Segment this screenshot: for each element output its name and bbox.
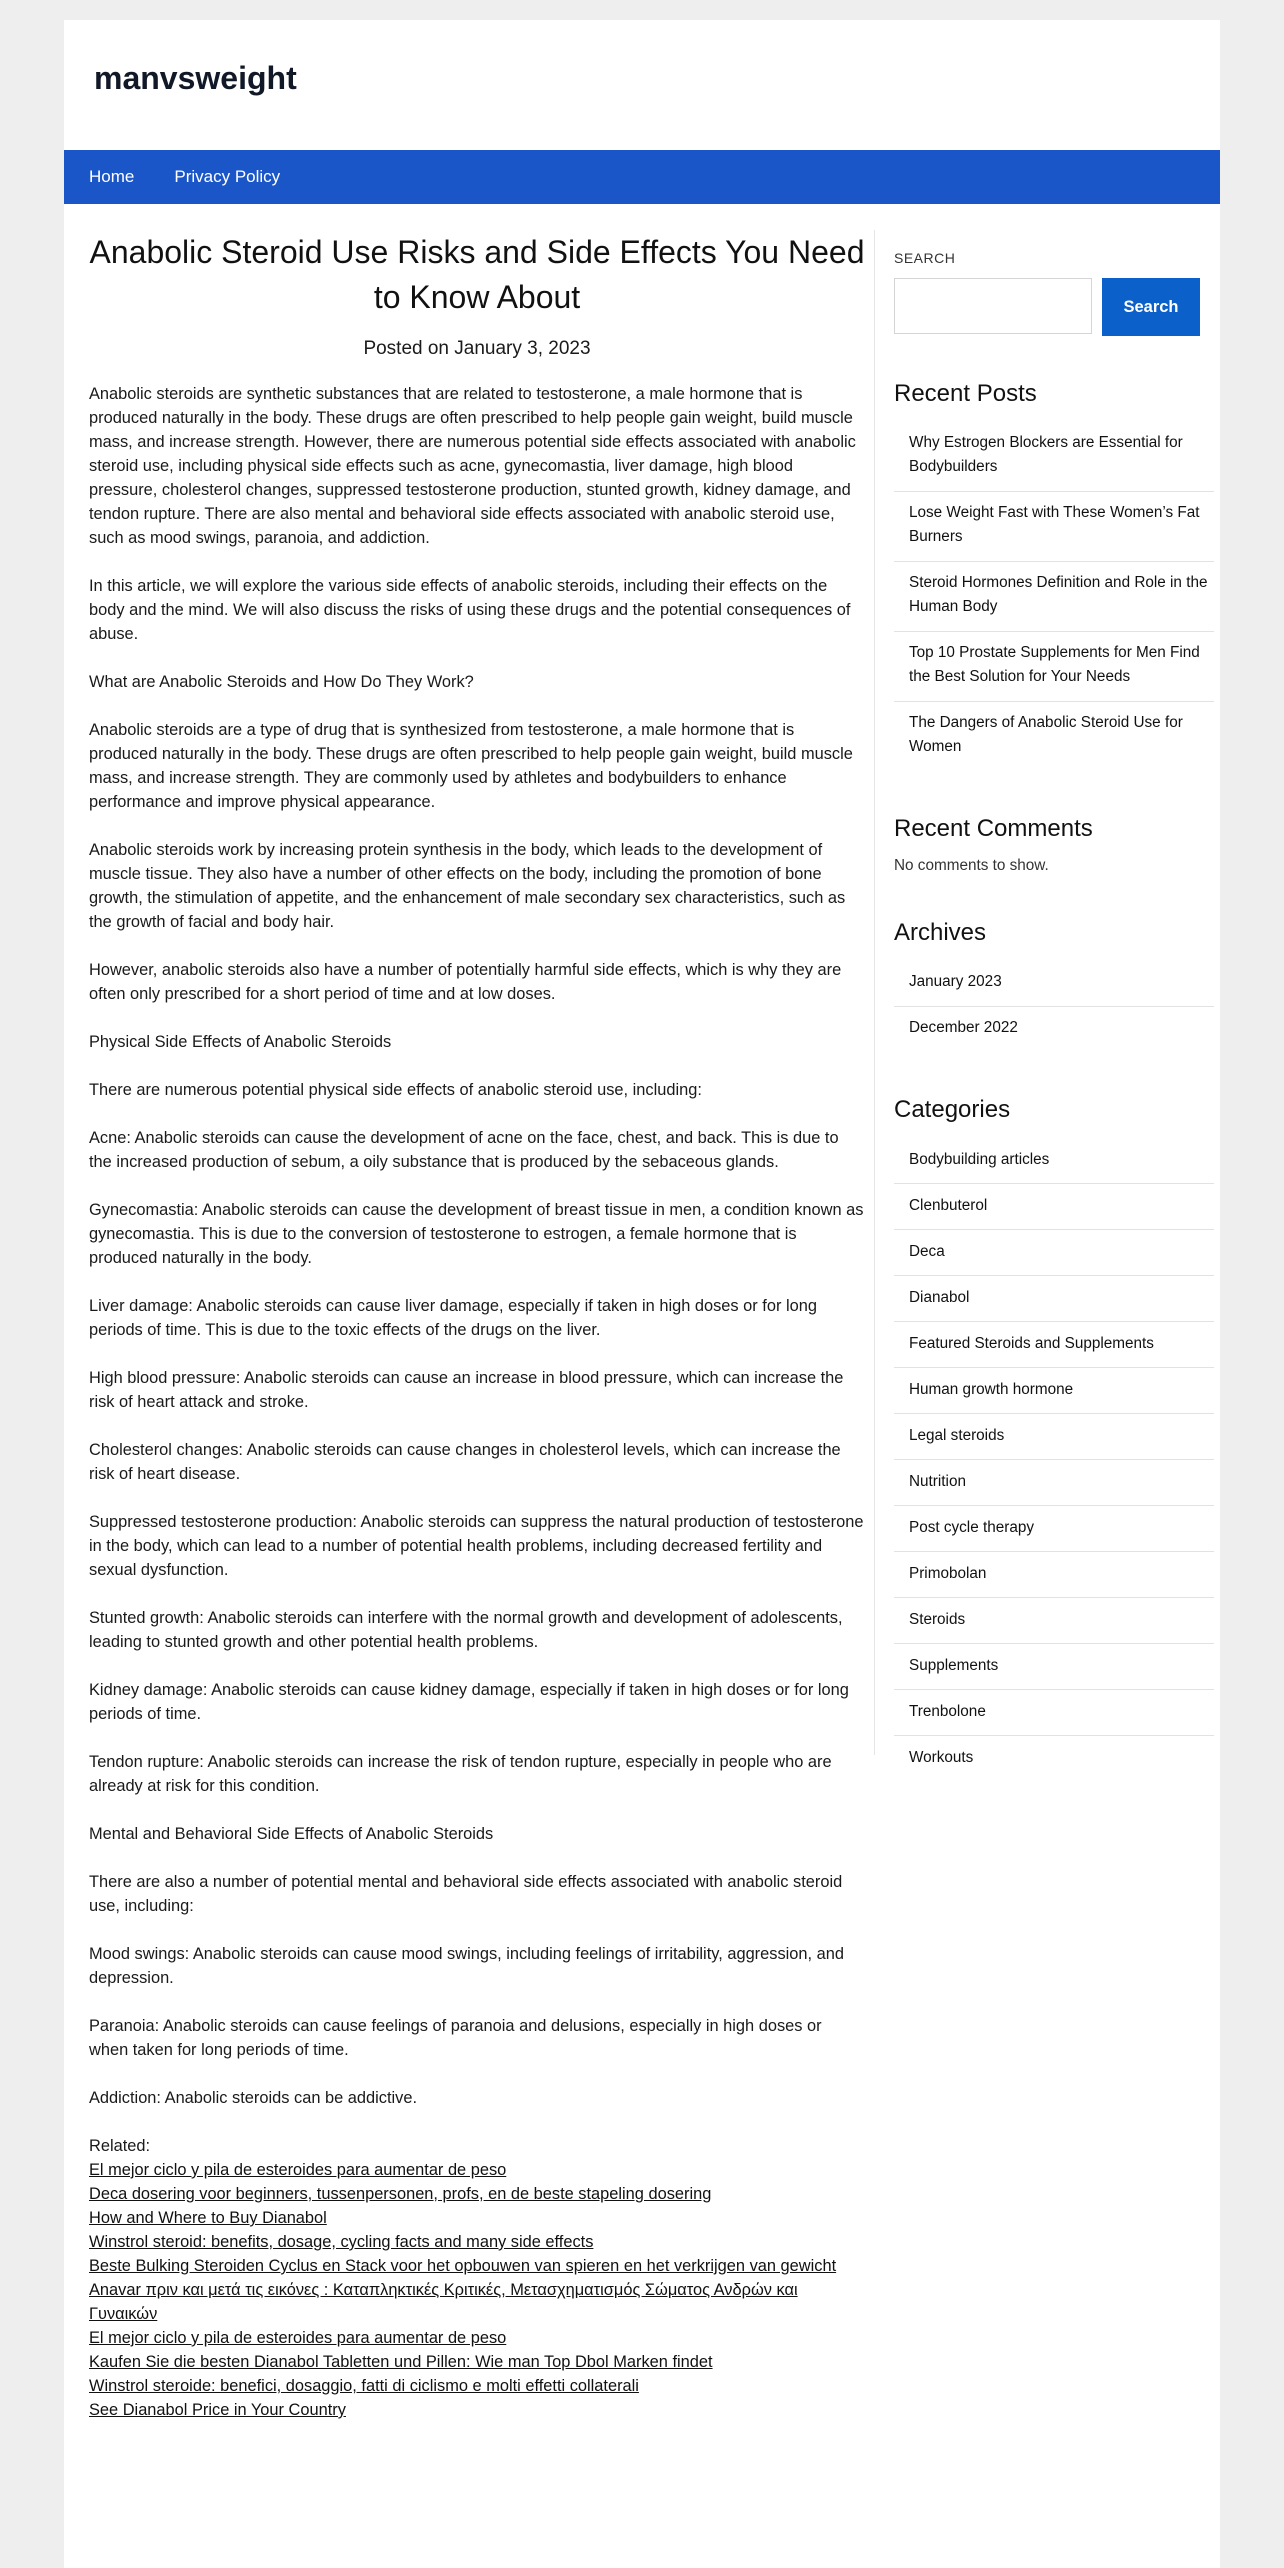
- recent-post-link[interactable]: Top 10 Prostate Supplements for Men Find the Best Solution for Your Needs: [909, 644, 1200, 685]
- category-link[interactable]: Steroids: [909, 1611, 966, 1628]
- recent-posts-title: Recent Posts: [894, 380, 1037, 407]
- no-comments-text: No comments to show.: [894, 857, 1049, 874]
- post-paragraph: Mental and Behavioral Side Effects of Anabolic Steroids: [89, 1825, 494, 1843]
- category-item: [894, 1644, 1214, 1690]
- recent-comments-title: Recent Comments: [894, 815, 1093, 842]
- category-link[interactable]: Workouts: [909, 1749, 974, 1766]
- category-link[interactable]: Human growth hormone: [909, 1381, 1074, 1398]
- post-paragraph: Physical Side Effects of Anabolic Steroids: [89, 1033, 392, 1051]
- related-link[interactable]: Deca dosering voor beginners, tussenpersonen, profs, en de beste stapeling dosering: [89, 2185, 712, 2203]
- recent-post-link[interactable]: Lose Weight Fast with These Women’s Fat Burners: [909, 504, 1200, 545]
- site-header: [64, 20, 1220, 150]
- category-item: [894, 1736, 1214, 1781]
- post-paragraph: Tendon rupture: Anabolic steroids can increase the risk of tendon rupture, especially in people who are already at risk for this condition.: [89, 1753, 832, 1795]
- related-label: Related:: [89, 2137, 151, 2155]
- post-paragraph: Gynecomastia: Anabolic steroids can cause the development of breast tissue in men, a condition known as gynecomastia. This is due to the conversion of testosterone to estrogen, a female hormone that is produced naturally in the body.: [89, 1201, 864, 1267]
- archives-list: [894, 961, 1214, 1052]
- archives-title: Archives: [894, 919, 987, 946]
- nav-home[interactable]: Home: [89, 167, 135, 186]
- post-content: [89, 382, 865, 2110]
- category-item: [894, 1690, 1214, 1736]
- post-paragraph: Suppressed testosterone production: Anabolic steroids can suppress the natural production of testosterone in the body, which can lead to a number of potential health problems, including decreased fertility and sexual dysfunction.: [89, 1513, 864, 1579]
- recent-post-link[interactable]: Why Estrogen Blockers are Essential for Bodybuilders: [909, 434, 1183, 475]
- site-title[interactable]: manvsweight: [94, 60, 297, 96]
- search-form: [894, 278, 1214, 336]
- related-section: [89, 2134, 865, 2422]
- nav-privacy-policy[interactable]: Privacy Policy: [174, 167, 281, 186]
- post-paragraph: What are Anabolic Steroids and How Do They Work?: [89, 673, 474, 691]
- category-link[interactable]: Dianabol: [909, 1289, 970, 1306]
- post-paragraph: In this article, we will explore the various side effects of anabolic steroids, including their effects on the body and the mind. We will also discuss the risks of using these drugs and the potential consequences of abuse.: [89, 577, 851, 643]
- page: [64, 20, 1220, 2568]
- category-item: [894, 1552, 1214, 1598]
- post-paragraph: Acne: Anabolic steroids can cause the development of acne on the face, chest, and back. This is due to the increased production of sebum, a oily substance that is produced by the sebaceous glands.: [89, 1129, 839, 1171]
- related-link[interactable]: Beste Bulking Steroiden Cyclus en Stack voor het opbouwen van spieren en het verkrijgen van gewicht: [89, 2257, 837, 2275]
- main-navigation: [64, 150, 1220, 204]
- category-item: [894, 1184, 1214, 1230]
- category-link[interactable]: Clenbuterol: [909, 1197, 988, 1214]
- category-link[interactable]: Trenbolone: [909, 1703, 986, 1720]
- post-title: Anabolic Steroid Use Risks and Side Effects You Need to Know About: [89, 234, 865, 315]
- search-button[interactable]: Search: [1102, 278, 1200, 336]
- category-item: [894, 1230, 1214, 1276]
- post-paragraph: However, anabolic steroids also have a number of potentially harmful side effects, which is why they are often only prescribed for a short period of time and at low doses.: [89, 961, 842, 1003]
- post-paragraph: Stunted growth: Anabolic steroids can interfere with the normal growth and development of adolescents, leading to stunted growth and other potential health problems.: [89, 1609, 843, 1651]
- related-link[interactable]: El mejor ciclo y pila de esteroides para aumentar de peso: [89, 2329, 507, 2347]
- category-link[interactable]: Primobolan: [909, 1565, 987, 1582]
- recent-post-item: [894, 632, 1214, 702]
- related-link[interactable]: Kaufen Sie die besten Dianabol Tabletten und Pillen: Wie man Top Dbol Marken findet: [89, 2353, 713, 2371]
- category-item: [894, 1276, 1214, 1322]
- post-paragraph: Paranoia: Anabolic steroids can cause feelings of paranoia and delusions, especially in high doses or when taken for long periods of time.: [89, 2017, 822, 2059]
- recent-post-item: [894, 422, 1214, 492]
- post-paragraph: Cholesterol changes: Anabolic steroids can cause changes in cholesterol levels, which can increase the risk of heart disease.: [89, 1441, 841, 1483]
- post-date: Posted on January 3, 2023: [363, 338, 591, 359]
- recent-post-item: [894, 562, 1214, 632]
- category-item: [894, 1322, 1214, 1368]
- post-paragraph: Anabolic steroids are synthetic substances that are related to testosterone, a male hormone that is produced naturally in the body. These drugs are often prescribed to help people gain weight, build muscle mass, and increase strength. However, there are numerous potential side effects associated with anabolic steroid use, including physical side effects such as acne, gynecomastia, liver damage, high blood pressure, cholesterol changes, suppressed testosterone production, stunted growth, kidney damage, and tendon rupture. There are also mental and behavioral side effects associated with anabolic steroid use, such as mood swings, paranoia, and addiction.: [89, 385, 856, 547]
- category-link[interactable]: Supplements: [909, 1657, 999, 1674]
- category-link[interactable]: Legal steroids: [909, 1427, 1005, 1444]
- archive-link[interactable]: December 2022: [909, 1019, 1018, 1036]
- post-paragraph: Mood swings: Anabolic steroids can cause mood swings, including feelings of irritability, aggression, and depression.: [89, 1945, 844, 1987]
- post-paragraph: Liver damage: Anabolic steroids can cause liver damage, especially if taken in high doses or for long periods of time. This is due to the toxic effects of the drugs on the liver.: [89, 1297, 817, 1339]
- recent-post-link[interactable]: Steroid Hormones Definition and Role in the Human Body: [909, 574, 1208, 615]
- search-label: SEARCH: [894, 250, 956, 266]
- related-link[interactable]: Winstrol steroid: benefits, dosage, cycling facts and many side effects: [89, 2233, 594, 2251]
- category-item: [894, 1368, 1214, 1414]
- recent-posts-list: [894, 422, 1214, 771]
- category-item: [894, 1138, 1214, 1184]
- post-paragraph: Addiction: Anabolic steroids can be addictive.: [89, 2089, 418, 2107]
- category-item: [894, 1460, 1214, 1506]
- categories-title: Categories: [894, 1096, 1011, 1123]
- category-link[interactable]: Featured Steroids and Supplements: [909, 1335, 1154, 1352]
- post-paragraph: Anabolic steroids work by increasing protein synthesis in the body, which leads to the development of muscle tissue. They also have a number of other effects on the body, including the promotion of bone growth, the stimulation of appetite, and the enhancement of male secondary sex characteristics, such as the growth of facial and body hair.: [89, 841, 846, 931]
- recent-post-item: [894, 492, 1214, 562]
- post-paragraph: There are also a number of potential mental and behavioral side effects associated with anabolic steroid use, including:: [89, 1873, 843, 1915]
- category-link[interactable]: Bodybuilding articles: [909, 1151, 1050, 1168]
- recent-post-item: [894, 702, 1214, 771]
- related-link[interactable]: Winstrol steroide: benefici, dosaggio, fatti di ciclismo e molti effetti collaterali: [89, 2377, 639, 2395]
- archive-link[interactable]: January 2023: [909, 973, 1002, 990]
- post-article: [89, 230, 865, 2422]
- related-links: [89, 2158, 865, 2422]
- category-item: [894, 1506, 1214, 1552]
- related-link[interactable]: El mejor ciclo y pila de esteroides para aumentar de peso: [89, 2161, 507, 2179]
- post-paragraph: Anabolic steroids are a type of drug that is synthesized from testosterone, a male hormone that is produced naturally in the body. These drugs are often prescribed to help people gain weight, build muscle mass, and increase strength. They are commonly used by athletes and bodybuilders to enhance performance and improve physical appearance.: [89, 721, 853, 811]
- related-link[interactable]: See Dianabol Price in Your Country: [89, 2401, 346, 2419]
- category-link[interactable]: Deca: [909, 1243, 945, 1260]
- post-paragraph: Kidney damage: Anabolic steroids can cause kidney damage, especially if taken in high doses or for long periods of time.: [89, 1681, 849, 1723]
- post-paragraph: High blood pressure: Anabolic steroids can cause an increase in blood pressure, which can increase the risk of heart attack and stroke.: [89, 1369, 844, 1411]
- categories-list: [894, 1138, 1214, 1781]
- recent-post-link[interactable]: The Dangers of Anabolic Steroid Use for Women: [909, 714, 1183, 755]
- category-link[interactable]: Post cycle therapy: [909, 1519, 1034, 1536]
- category-link[interactable]: Nutrition: [909, 1473, 966, 1490]
- archive-item: [894, 961, 1214, 1007]
- search-input[interactable]: [894, 278, 1092, 334]
- archive-item: [894, 1007, 1214, 1052]
- related-link[interactable]: Anavar πριν και μετά τις εικόνες : Καταπληκτικές Κριτικές, Μετασχηματισμός Σώματος Ανδρών και Γυναικών: [89, 2281, 798, 2323]
- category-item: [894, 1598, 1214, 1644]
- related-link[interactable]: How and Where to Buy Dianabol: [89, 2209, 327, 2227]
- category-item: [894, 1414, 1214, 1460]
- sidebar: [894, 230, 1214, 1781]
- sidebar-divider: [874, 230, 875, 1755]
- post-paragraph: There are numerous potential physical side effects of anabolic steroid use, including:: [89, 1081, 702, 1099]
